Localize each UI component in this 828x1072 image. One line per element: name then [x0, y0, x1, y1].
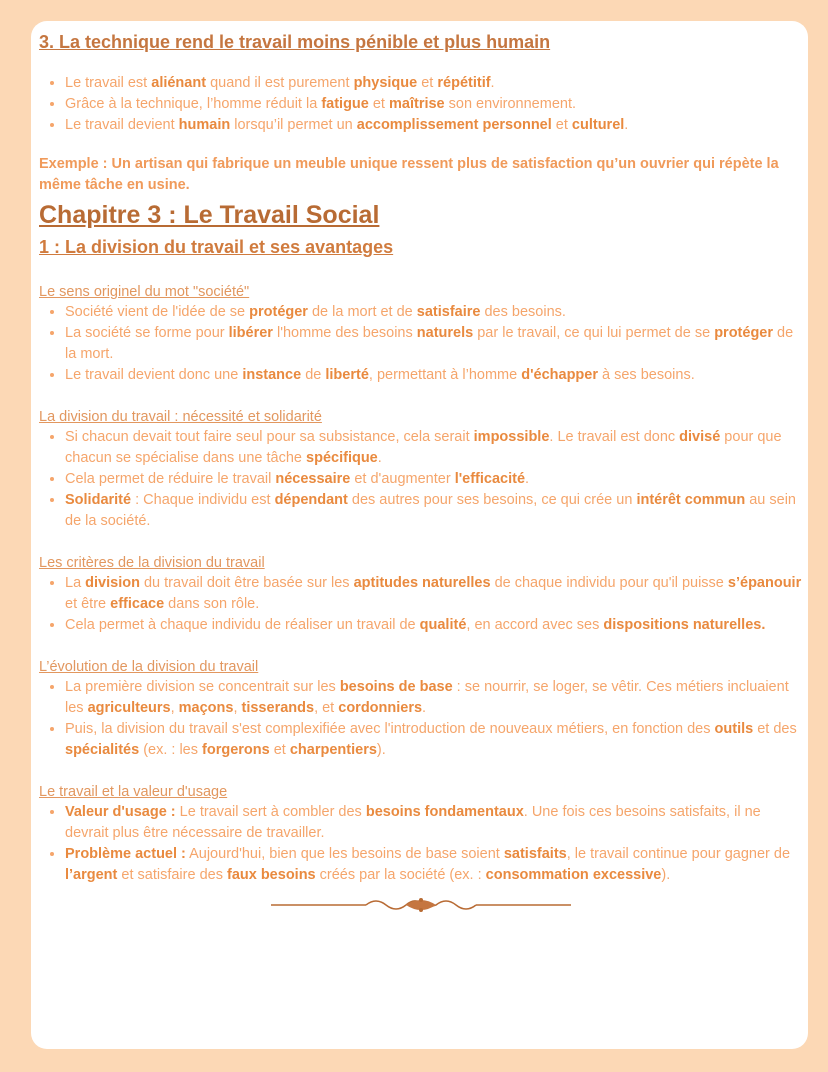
- bullet-item: • Cela permet à chaque individu de réaliser un travail de qualité, en accord avec ses dispositions naturelles.: [65, 615, 802, 636]
- bullet-item: • Solidarité : Chaque individu est dépendant des autres pour ses besoins, ce qui crée un intérêt commun au sein de la société.: [65, 490, 802, 532]
- subsection-list: [39, 427, 802, 532]
- bullet-item: • Si chacun devait tout faire seul pour sa subsistance, cela serait impossible. Le travail est donc divisé pour que chacun se spécialise dans une tâche spécifique.: [65, 427, 802, 469]
- bullet-item: • La société se forme pour libérer l'homme des besoins naturels par le travail, ce qui lui permet de se protéger de la mort.: [65, 323, 802, 365]
- bullet-item: • Puis, la division du travail s'est complexifiée avec l'introduction de nouveaux métiers, en fonction des outils et des spécialités (ex. : les forgerons et charpentiers).: [65, 719, 802, 761]
- document-card: [31, 21, 808, 1049]
- bullet-item: • La division du travail doit être basée sur les aptitudes naturelles de chaque individu pour qu'il puisse s’épanouir et être efficace dans son rôle.: [65, 573, 802, 615]
- subsection-heading: L’évolution de la division du travail: [39, 659, 259, 675]
- subsection-list: [39, 573, 802, 636]
- ornament-divider-icon: [271, 896, 571, 914]
- section-3-list: [39, 73, 802, 136]
- content-blocks: [39, 260, 802, 886]
- bullet-item: • Cela permet de réduire le travail nécessaire et d'augmenter l'efficacité.: [65, 469, 802, 490]
- subsection-heading: Le travail et la valeur d'usage: [39, 784, 228, 800]
- bullet-item: • Valeur d'usage : Le travail sert à combler des besoins fondamentaux. Une fois ces besoins satisfaits, il ne devrait plus être nécessaire de travailler.: [65, 802, 802, 844]
- subsection-list: [39, 802, 802, 886]
- example-text: Exemple : Un artisan qui fabrique un meuble unique ressent plus de satisfaction qu’un ouvrier qui répète la même tâche en usine.: [39, 156, 779, 193]
- subsection-heading: Le sens originel du mot "société": [39, 284, 250, 300]
- bullet-item: • Problème actuel : Aujourd'hui, bien que les besoins de base soient satisfaits, le travail continue pour gagner de l’argent et satisfaire des faux besoins créés par la société (ex. : consommation excessive).: [65, 844, 802, 886]
- bullet-item: • La première division se concentrait sur les besoins de base : se nourrir, se loger, se vêtir. Ces métiers incluaient les agriculteurs, maçons, tisserands, et cordonniers.: [65, 677, 802, 719]
- section-3-title: 3. La technique rend le travail moins pénible et plus humain: [39, 32, 551, 52]
- chapter-subtitle: 1 : La division du travail et ses avantages: [39, 237, 394, 257]
- subsection-list: [39, 677, 802, 761]
- subsection-heading: La division du travail : nécessité et solidarité: [39, 409, 322, 425]
- bullet-item: • Grâce à la technique, l’homme réduit la fatigue et maîtrise son environnement.: [65, 94, 802, 115]
- bullet-item: • Le travail devient donc une instance de liberté, permettant à l’homme d'échapper à ses besoins.: [65, 365, 802, 386]
- chapter-title: Chapitre 3 : Le Travail Social: [39, 201, 380, 229]
- bullet-item: • Le travail devient humain lorsqu’il permet un accomplissement personnel et culturel.: [65, 115, 802, 136]
- bullet-item: • Société vient de l'idée de se protéger de la mort et de satisfaire des besoins.: [65, 302, 802, 323]
- bullet-item: • Le travail est aliénant quand il est purement physique et répétitif.: [65, 73, 802, 94]
- subsection-heading: Les critères de la division du travail: [39, 555, 265, 571]
- subsection-list: [39, 302, 802, 386]
